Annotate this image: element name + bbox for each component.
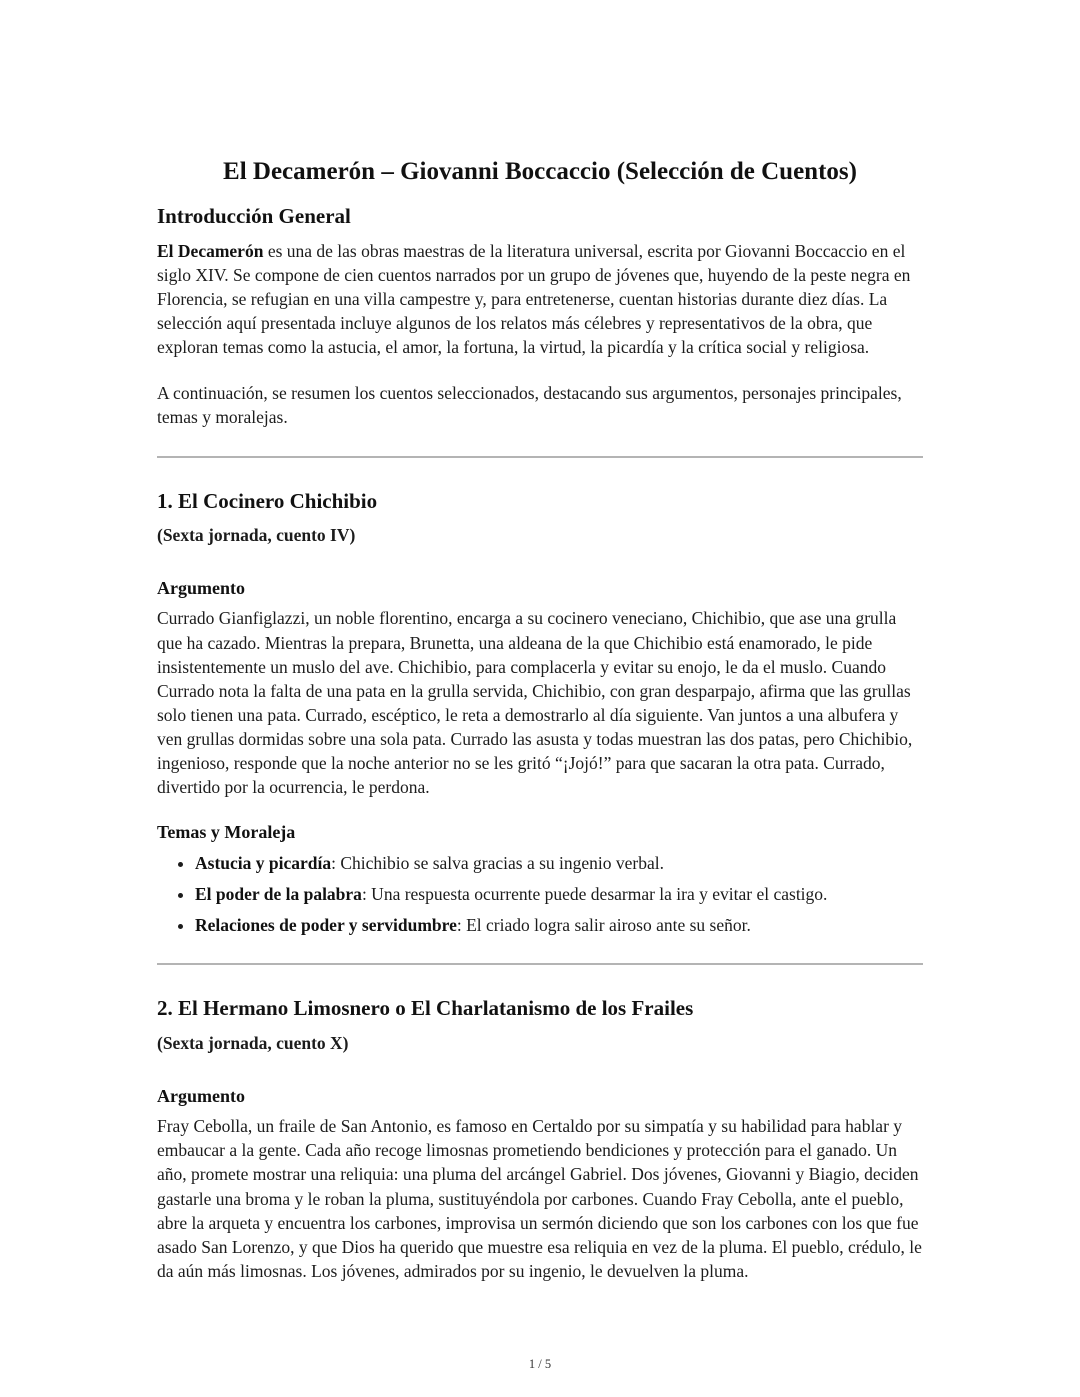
intro-heading: Introducción General — [157, 204, 351, 229]
story1-subheading: (Sexta jornada, cuento IV) — [157, 524, 356, 545]
page-number: 1 / 5 — [528, 1356, 552, 1371]
intro-paragraph-1 — [157, 239, 923, 360]
story1-heading: 1. El Cocinero Chichibio — [157, 488, 378, 513]
story2-heading: 2. El Hermano Limosnero o El Charlatanismo de los Frailes — [157, 996, 694, 1021]
story2-argumento-paragraph: Fray Cebolla, un fraile de San Antonio, es famoso en Certaldo por su simpatía y su habilidad para hablar y embaucar a la gente. Cada año recoge limosnas prometiendo bendiciones y protección para el ganado. Un año, promete mostrar una reliquia: una pluma del arcángel Gabriel. Dos jóvenes, Giovanni y Biagio, deciden gastarle una broma y le roban la pluma, sustituyéndola por carbones. Cuando Fray Cebolla, ante el pueblo, abre la arqueta y encuentra los carbones, improvisa un sermón diciendo que son los carbones con los que fue asado San Lorenzo, y que Dios ha querido que muestre esa reliquia en vez de la pluma. El pueblo, crédulo, le da aún más limosnas. Los jóvenes, admirados por su ingenio, le devuelven la pluma. — [157, 1116, 922, 1281]
story1-argumento-paragraph: Currado Gianfiglazzi, un noble florentino, encarga a su cocinero veneciano, Chichibio, que ase una grulla que ha cazado. Mientras la prepara, Brunetta, una aldeana de la que Chichibio está enamorado, le pide insistentemente un muslo del ave. Chichibio, para complacerla y evitar su enojo, le da el muslo. Cuando Currado nota la falta de una pata en la grulla servida, Chichibio, con gran desparpajo, afirma que las grullas solo tienen una pata. Currado, escéptico, le reta a demostrarlo al día siguiente. Van juntos a una albufera y ven grullas dormidas sobre una sola pata. Currado las asusta y todas muestran las dos patas, pero Chichibio, ingenioso, responde que la noche anterior no se les gritó “¡Jojó!” para que sacaran la otra pata. Currado, divertido por la ocurrencia, le perdona. — [157, 608, 913, 798]
story2-argumento-heading: Argumento — [157, 1085, 245, 1106]
story1-temas-heading: Temas y Moraleja — [157, 822, 296, 843]
list-item — [195, 851, 923, 875]
intro-paragraph-2: A continuación, se resumen los cuentos seleccionados, destacando sus argumentos, personajes principales, temas y moralejas. — [157, 383, 902, 428]
story2-subheading: (Sexta jornada, cuento X) — [157, 1032, 349, 1053]
section-divider-1 — [157, 456, 923, 458]
tema-label: Relaciones de poder y servidumbre — [195, 915, 457, 936]
tema-label: El poder de la palabra — [195, 884, 362, 905]
list-item — [195, 913, 923, 937]
story1-argumento-heading: Argumento — [157, 577, 245, 598]
section-divider-2 — [157, 963, 923, 965]
document-title: El Decamerón – Giovanni Boccaccio (Selección de Cuentos) — [223, 158, 857, 185]
intro-paragraph-1-rest: es una de las obras maestras de la literatura universal, escrita por Giovanni Boccaccio en el siglo XIV. Se compone de cien cuentos narrados por un grupo de jóvenes que, huyendo de la peste negra en Florencia, se refugian en una villa campestre y, para entretenerse, cuentan historias durante diez días. La selección aquí presentada incluye algunos de los relatos más célebres y representativos de la obra, que exploran temas como la astucia, el amor, la fortuna, la virtud, la picardía y la crítica social y religiosa. — [157, 240, 911, 358]
list-item — [195, 882, 923, 906]
tema-text: : El criado logra salir airoso ante su señor. — [456, 915, 751, 936]
tema-label: Astucia y picardía — [195, 852, 332, 873]
tema-text: : Una respuesta ocurrente puede desarmar la ira y evitar el castigo. — [361, 884, 828, 905]
tema-text: : Chichibio se salva gracias a su ingenio verbal. — [331, 852, 665, 873]
story1-temas-list — [157, 851, 923, 937]
intro-paragraph-1-bold: El Decamerón — [157, 240, 264, 261]
